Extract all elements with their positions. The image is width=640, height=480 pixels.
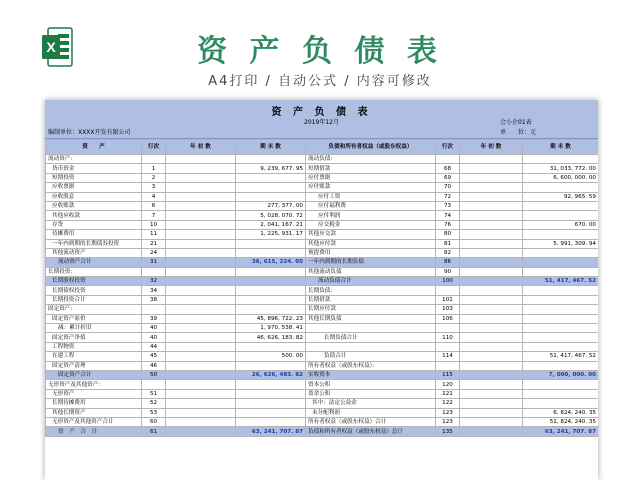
table-row bbox=[46, 258, 599, 267]
asset-end-cell: 46, 626, 183. 82 bbox=[236, 333, 306, 342]
table-row bbox=[46, 164, 599, 173]
liability-begin-cell bbox=[460, 361, 523, 370]
page-title: 资 产 负 债 表 bbox=[197, 34, 443, 69]
column-header: 负债和所有者权益（或股东权益） bbox=[306, 140, 436, 155]
asset-begin-cell bbox=[166, 370, 236, 379]
asset-line-cell: 32 bbox=[142, 277, 166, 286]
table-row bbox=[46, 201, 599, 210]
liability-end-cell bbox=[523, 248, 599, 257]
balance-sheet-table bbox=[45, 139, 598, 437]
asset-line-cell: 3 bbox=[142, 183, 166, 192]
asset-name-cell: 应收股息 bbox=[46, 192, 142, 201]
asset-end-cell bbox=[236, 277, 306, 286]
table-row bbox=[46, 342, 599, 351]
asset-name-cell: 长期待摊费用 bbox=[46, 399, 142, 408]
asset-end-cell: 36, 615, 224. 05 bbox=[236, 258, 306, 267]
asset-end-cell bbox=[236, 342, 306, 351]
liability-line-cell: 70 bbox=[436, 183, 460, 192]
liability-end-cell bbox=[523, 305, 599, 314]
asset-begin-cell bbox=[166, 220, 236, 229]
table-row bbox=[46, 361, 599, 370]
liability-line-cell: 73 bbox=[436, 201, 460, 210]
asset-begin-cell bbox=[166, 399, 236, 408]
asset-line-cell: 39 bbox=[142, 314, 166, 323]
asset-begin-cell bbox=[166, 417, 236, 426]
liability-line-cell: 121 bbox=[436, 389, 460, 398]
asset-begin-cell bbox=[166, 314, 236, 323]
liability-begin-cell bbox=[460, 173, 523, 182]
liability-line-cell: 80 bbox=[436, 230, 460, 239]
asset-line-cell: 40 bbox=[142, 324, 166, 333]
asset-end-cell bbox=[236, 380, 306, 389]
asset-line-cell bbox=[142, 155, 166, 164]
liability-name-cell: 流动负债合计 bbox=[306, 277, 436, 286]
liability-line-cell: 114 bbox=[436, 352, 460, 361]
liability-end-cell bbox=[523, 389, 599, 398]
liability-name-cell: 短期借款 bbox=[306, 164, 436, 173]
asset-begin-cell bbox=[166, 352, 236, 361]
liability-line-cell bbox=[436, 342, 460, 351]
column-header: 期 末 数 bbox=[236, 140, 306, 155]
column-header: 年 初 数 bbox=[460, 140, 523, 155]
sheet-date: 2019年12月 bbox=[304, 119, 339, 126]
liability-begin-cell bbox=[460, 399, 523, 408]
liability-name-cell: 应付利润 bbox=[306, 211, 436, 220]
liability-line-cell: 106 bbox=[436, 314, 460, 323]
asset-line-cell bbox=[142, 267, 166, 276]
asset-line-cell: 24 bbox=[142, 248, 166, 257]
asset-line-cell bbox=[142, 380, 166, 389]
liability-begin-cell bbox=[460, 164, 523, 173]
asset-line-cell: 53 bbox=[142, 408, 166, 417]
liability-line-cell: 74 bbox=[436, 211, 460, 220]
asset-end-cell bbox=[236, 408, 306, 417]
table-row bbox=[46, 352, 599, 361]
table-row bbox=[46, 324, 599, 333]
asset-begin-cell bbox=[166, 380, 236, 389]
asset-line-cell bbox=[142, 305, 166, 314]
asset-line-cell: 11 bbox=[142, 230, 166, 239]
sheet-currency: 单 位：元 bbox=[500, 129, 537, 136]
asset-line-cell: 45 bbox=[142, 352, 166, 361]
asset-name-cell: 应收票据 bbox=[46, 183, 142, 192]
liability-end-cell bbox=[523, 211, 599, 220]
liability-line-cell: 101 bbox=[436, 295, 460, 304]
asset-begin-cell bbox=[166, 211, 236, 220]
asset-line-cell: 2 bbox=[142, 173, 166, 182]
liability-name-cell: 应付账款 bbox=[306, 183, 436, 192]
sheet-header bbox=[45, 100, 598, 139]
liability-name-cell: 未分配利润 bbox=[306, 408, 436, 417]
liability-line-cell: 123 bbox=[436, 417, 460, 426]
table-row bbox=[46, 220, 599, 229]
asset-name-cell: 其他流动资产 bbox=[46, 248, 142, 257]
liability-name-cell: 其他应付款 bbox=[306, 239, 436, 248]
liability-end-cell: 5, 991, 309. 94 bbox=[523, 239, 599, 248]
liability-line-cell: 122 bbox=[436, 399, 460, 408]
liability-end-cell bbox=[523, 155, 599, 164]
liability-end-cell bbox=[523, 183, 599, 192]
liability-name-cell: 其他应交款 bbox=[306, 230, 436, 239]
asset-name-cell: 在建工程 bbox=[46, 352, 142, 361]
liability-begin-cell bbox=[460, 295, 523, 304]
asset-begin-cell bbox=[166, 295, 236, 304]
liability-begin-cell bbox=[460, 155, 523, 164]
asset-begin-cell bbox=[166, 324, 236, 333]
liability-begin-cell bbox=[460, 314, 523, 323]
table-body bbox=[46, 155, 599, 437]
asset-line-cell: 52 bbox=[142, 399, 166, 408]
liability-line-cell: 110 bbox=[436, 333, 460, 342]
asset-line-cell: 44 bbox=[142, 342, 166, 351]
asset-end-cell bbox=[236, 248, 306, 257]
asset-name-cell: 固定资产净值 bbox=[46, 333, 142, 342]
table-row bbox=[46, 417, 599, 426]
asset-name-cell: 固定资产原价 bbox=[46, 314, 142, 323]
liability-line-cell: 120 bbox=[436, 380, 460, 389]
liability-end-cell bbox=[523, 333, 599, 342]
liability-line-cell bbox=[436, 286, 460, 295]
asset-name-cell: 待摊费用 bbox=[46, 230, 142, 239]
asset-end-cell bbox=[236, 389, 306, 398]
asset-begin-cell bbox=[166, 183, 236, 192]
asset-begin-cell bbox=[166, 267, 236, 276]
table-row bbox=[46, 192, 599, 201]
column-header: 年 初 数 bbox=[166, 140, 236, 155]
asset-line-cell: 7 bbox=[142, 211, 166, 220]
asset-line-cell: 40 bbox=[142, 333, 166, 342]
liability-end-cell bbox=[523, 295, 599, 304]
liability-begin-cell bbox=[460, 239, 523, 248]
asset-name-cell: 减：累计折旧 bbox=[46, 324, 142, 333]
asset-name-cell: 长期投资合计 bbox=[46, 295, 142, 304]
asset-name-cell: 短期投资 bbox=[46, 173, 142, 182]
asset-name-cell: 一年内到期的长期债券投资 bbox=[46, 239, 142, 248]
liability-begin-cell bbox=[460, 417, 523, 426]
table-header-row bbox=[46, 140, 599, 155]
liability-begin-cell bbox=[460, 258, 523, 267]
asset-begin-cell bbox=[166, 389, 236, 398]
liability-name-cell: 应付工资 bbox=[306, 192, 436, 201]
asset-line-cell: 31 bbox=[142, 258, 166, 267]
asset-name-cell: 长期投资： bbox=[46, 267, 142, 276]
liability-end-cell bbox=[523, 286, 599, 295]
liability-begin-cell bbox=[460, 408, 523, 417]
asset-line-cell: 34 bbox=[142, 286, 166, 295]
asset-name-cell: 无形资产 bbox=[46, 389, 142, 398]
asset-end-cell: 63, 241, 707. 87 bbox=[236, 427, 306, 436]
liability-line-cell: 103 bbox=[436, 305, 460, 314]
column-header: 行次 bbox=[436, 140, 460, 155]
liability-name-cell: 应付票据 bbox=[306, 173, 436, 182]
asset-begin-cell bbox=[166, 248, 236, 257]
asset-line-cell: 38 bbox=[142, 295, 166, 304]
column-header: 行次 bbox=[142, 140, 166, 155]
asset-name-cell: 货币资金 bbox=[46, 164, 142, 173]
table-row bbox=[46, 173, 599, 182]
asset-name-cell: 应收账款 bbox=[46, 201, 142, 210]
svg-text:X: X bbox=[46, 39, 56, 55]
liability-begin-cell bbox=[460, 267, 523, 276]
liability-name-cell: 一年内到期的长期负债 bbox=[306, 258, 436, 267]
liability-line-cell: 86 bbox=[436, 258, 460, 267]
liability-end-cell bbox=[523, 230, 599, 239]
asset-begin-cell bbox=[166, 173, 236, 182]
liability-name-cell: 负债合计 bbox=[306, 352, 436, 361]
asset-name-cell: 工程物资 bbox=[46, 342, 142, 351]
liability-line-cell: 72 bbox=[436, 192, 460, 201]
liability-name-cell bbox=[306, 324, 436, 333]
sheet-title: 资 产 负 债 表 bbox=[271, 107, 372, 118]
liability-begin-cell bbox=[460, 380, 523, 389]
asset-begin-cell bbox=[166, 333, 236, 342]
liability-end-cell: 51, 824, 240. 35 bbox=[523, 417, 599, 426]
asset-end-cell bbox=[236, 417, 306, 426]
asset-end-cell: 9, 239, 677. 95 bbox=[236, 164, 306, 173]
column-header: 资 产 bbox=[46, 140, 142, 155]
liability-end-cell: 670. 00 bbox=[523, 220, 599, 229]
asset-begin-cell bbox=[166, 342, 236, 351]
asset-end-cell bbox=[236, 173, 306, 182]
liability-end-cell: 51, 417, 467. 52 bbox=[523, 277, 599, 286]
table-row bbox=[46, 370, 599, 379]
liability-end-cell: 51, 417, 467. 52 bbox=[523, 352, 599, 361]
liability-end-cell: 7, 000, 000. 00 bbox=[523, 370, 599, 379]
liability-begin-cell bbox=[460, 342, 523, 351]
asset-name-cell: 固定资产： bbox=[46, 305, 142, 314]
liability-line-cell: 68 bbox=[436, 164, 460, 173]
asset-end-cell: 26, 626, 483. 82 bbox=[236, 370, 306, 379]
asset-end-cell bbox=[236, 183, 306, 192]
liability-begin-cell bbox=[460, 427, 523, 436]
asset-name-cell: 资 产 合 计 bbox=[46, 427, 142, 436]
liability-name-cell: 资本公积 bbox=[306, 380, 436, 389]
asset-end-cell bbox=[236, 361, 306, 370]
asset-end-cell bbox=[236, 399, 306, 408]
sheet-unit: 编制单位：XXXX开发有限公司 bbox=[48, 129, 131, 136]
table-row bbox=[46, 380, 599, 389]
asset-begin-cell bbox=[166, 408, 236, 417]
asset-line-cell: 21 bbox=[142, 239, 166, 248]
asset-end-cell: 1, 970, 538. 41 bbox=[236, 324, 306, 333]
liability-line-cell bbox=[436, 324, 460, 333]
table-row bbox=[46, 408, 599, 417]
asset-line-cell: 46 bbox=[142, 361, 166, 370]
asset-name-cell: 无形资产及其他资产： bbox=[46, 380, 142, 389]
liability-name-cell: 长期负债： bbox=[306, 286, 436, 295]
asset-name-cell: 长期股权投资 bbox=[46, 277, 142, 286]
asset-begin-cell bbox=[166, 258, 236, 267]
asset-end-cell bbox=[236, 295, 306, 304]
liability-begin-cell bbox=[460, 230, 523, 239]
liability-begin-cell bbox=[460, 277, 523, 286]
asset-begin-cell bbox=[166, 155, 236, 164]
liability-end-cell bbox=[523, 258, 599, 267]
liability-end-cell bbox=[523, 342, 599, 351]
asset-name-cell: 流动资产合计 bbox=[46, 258, 142, 267]
asset-end-cell bbox=[236, 239, 306, 248]
liability-line-cell: 123 bbox=[436, 408, 460, 417]
liability-begin-cell bbox=[460, 370, 523, 379]
liability-line-cell: 69 bbox=[436, 173, 460, 182]
table-row bbox=[46, 277, 599, 286]
liability-line-cell bbox=[436, 361, 460, 370]
column-header: 期 末 数 bbox=[523, 140, 599, 155]
liability-line-cell: 81 bbox=[436, 239, 460, 248]
asset-line-cell: 4 bbox=[142, 192, 166, 201]
asset-line-cell: 61 bbox=[142, 427, 166, 436]
liability-line-cell: 76 bbox=[436, 220, 460, 229]
asset-name-cell: 其他长期资产 bbox=[46, 408, 142, 417]
table-row bbox=[46, 295, 599, 304]
liability-line-cell bbox=[436, 155, 460, 164]
asset-begin-cell bbox=[166, 230, 236, 239]
liability-begin-cell bbox=[460, 220, 523, 229]
asset-end-cell bbox=[236, 305, 306, 314]
asset-begin-cell bbox=[166, 305, 236, 314]
table-row bbox=[46, 427, 599, 436]
liability-begin-cell bbox=[460, 333, 523, 342]
asset-line-cell: 50 bbox=[142, 370, 166, 379]
liability-begin-cell bbox=[460, 211, 523, 220]
sheet-form-no: 会小企01表 bbox=[500, 119, 532, 126]
liability-begin-cell bbox=[460, 192, 523, 201]
table-row bbox=[46, 389, 599, 398]
table-row bbox=[46, 183, 599, 192]
liability-end-cell: 92, 965. 59 bbox=[523, 192, 599, 201]
liability-end-cell: 63, 241, 707. 87 bbox=[523, 427, 599, 436]
asset-name-cell: 固定资产清理 bbox=[46, 361, 142, 370]
asset-end-cell bbox=[236, 155, 306, 164]
liability-end-cell bbox=[523, 361, 599, 370]
liability-name-cell: 其中：法定公益金 bbox=[306, 399, 436, 408]
asset-begin-cell bbox=[166, 277, 236, 286]
liability-begin-cell bbox=[460, 248, 523, 257]
asset-name-cell: 流动资产： bbox=[46, 155, 142, 164]
liability-begin-cell bbox=[460, 352, 523, 361]
liability-name-cell: 长期应付款 bbox=[306, 305, 436, 314]
liability-name-cell: 负债和所有者权益（或股东权益）总计 bbox=[306, 427, 436, 436]
asset-line-cell: 10 bbox=[142, 220, 166, 229]
liability-line-cell: 115 bbox=[436, 370, 460, 379]
table-row bbox=[46, 399, 599, 408]
liability-name-cell: 所有者权益（或股东权益）： bbox=[306, 361, 436, 370]
asset-line-cell: 1 bbox=[142, 164, 166, 173]
asset-begin-cell bbox=[166, 192, 236, 201]
asset-end-cell: 45, 896, 722. 23 bbox=[236, 314, 306, 323]
asset-name-cell: 其他应收款 bbox=[46, 211, 142, 220]
liability-name-cell: 应付福利费 bbox=[306, 201, 436, 210]
liability-name-cell: 预提费用 bbox=[306, 248, 436, 257]
asset-name-cell: 固定资产合计 bbox=[46, 370, 142, 379]
table-row bbox=[46, 314, 599, 323]
liability-begin-cell bbox=[460, 201, 523, 210]
asset-end-cell bbox=[236, 267, 306, 276]
liability-begin-cell bbox=[460, 324, 523, 333]
asset-begin-cell bbox=[166, 427, 236, 436]
liability-name-cell: 应交税金 bbox=[306, 220, 436, 229]
table-row bbox=[46, 267, 599, 276]
asset-end-cell bbox=[236, 192, 306, 201]
table-row bbox=[46, 333, 599, 342]
asset-end-cell: 2, 041, 167. 21 bbox=[236, 220, 306, 229]
asset-end-cell: 1, 225, 931. 17 bbox=[236, 230, 306, 239]
liability-name-cell bbox=[306, 342, 436, 351]
asset-name-cell: 存货 bbox=[46, 220, 142, 229]
asset-end-cell: 277, 377. 00 bbox=[236, 201, 306, 210]
asset-begin-cell bbox=[166, 361, 236, 370]
table-row bbox=[46, 239, 599, 248]
liability-begin-cell bbox=[460, 183, 523, 192]
liability-name-cell: 所有者权益（或股东权益）合计 bbox=[306, 417, 436, 426]
table-row bbox=[46, 305, 599, 314]
liability-end-cell bbox=[523, 399, 599, 408]
liability-name-cell: 盈余公积 bbox=[306, 389, 436, 398]
page-subtitle: A4打印 / 自动公式 / 内容可修改 bbox=[208, 74, 432, 89]
liability-begin-cell bbox=[460, 389, 523, 398]
liability-name-cell: 实收资本 bbox=[306, 370, 436, 379]
asset-begin-cell bbox=[166, 201, 236, 210]
table-row bbox=[46, 248, 599, 257]
spreadsheet-preview bbox=[45, 100, 598, 480]
liability-end-cell bbox=[523, 201, 599, 210]
table-row bbox=[46, 155, 599, 164]
liability-begin-cell bbox=[460, 305, 523, 314]
liability-line-cell: 135 bbox=[436, 427, 460, 436]
asset-end-cell: 5, 028, 070. 72 bbox=[236, 211, 306, 220]
asset-begin-cell bbox=[166, 286, 236, 295]
asset-line-cell: 60 bbox=[142, 417, 166, 426]
liability-end-cell bbox=[523, 380, 599, 389]
table-row bbox=[46, 230, 599, 239]
table-row bbox=[46, 286, 599, 295]
asset-name-cell: 无形资产及其他资产合计 bbox=[46, 417, 142, 426]
table-row bbox=[46, 211, 599, 220]
liability-name-cell: 其他流动负债 bbox=[306, 267, 436, 276]
asset-end-cell: 500. 00 bbox=[236, 352, 306, 361]
liability-end-cell bbox=[523, 324, 599, 333]
liability-end-cell: 6, 824, 240. 35 bbox=[523, 408, 599, 417]
liability-name-cell: 其他长期负债 bbox=[306, 314, 436, 323]
liability-name-cell: 流动负债： bbox=[306, 155, 436, 164]
asset-begin-cell bbox=[166, 164, 236, 173]
liability-end-cell: 6, 600, 000. 00 bbox=[523, 173, 599, 182]
liability-line-cell: 90 bbox=[436, 267, 460, 276]
liability-end-cell: 31, 033, 772. 00 bbox=[523, 164, 599, 173]
liability-begin-cell bbox=[460, 286, 523, 295]
liability-end-cell bbox=[523, 314, 599, 323]
asset-begin-cell bbox=[166, 239, 236, 248]
liability-name-cell: 长期借款 bbox=[306, 295, 436, 304]
liability-name-cell: 长期负债合计 bbox=[306, 333, 436, 342]
liability-line-cell: 82 bbox=[436, 248, 460, 257]
liability-line-cell: 100 bbox=[436, 277, 460, 286]
asset-name-cell: 长期债权投资 bbox=[46, 286, 142, 295]
asset-line-cell: 51 bbox=[142, 389, 166, 398]
liability-end-cell bbox=[523, 267, 599, 276]
asset-end-cell bbox=[236, 286, 306, 295]
asset-line-cell: 6 bbox=[142, 201, 166, 210]
